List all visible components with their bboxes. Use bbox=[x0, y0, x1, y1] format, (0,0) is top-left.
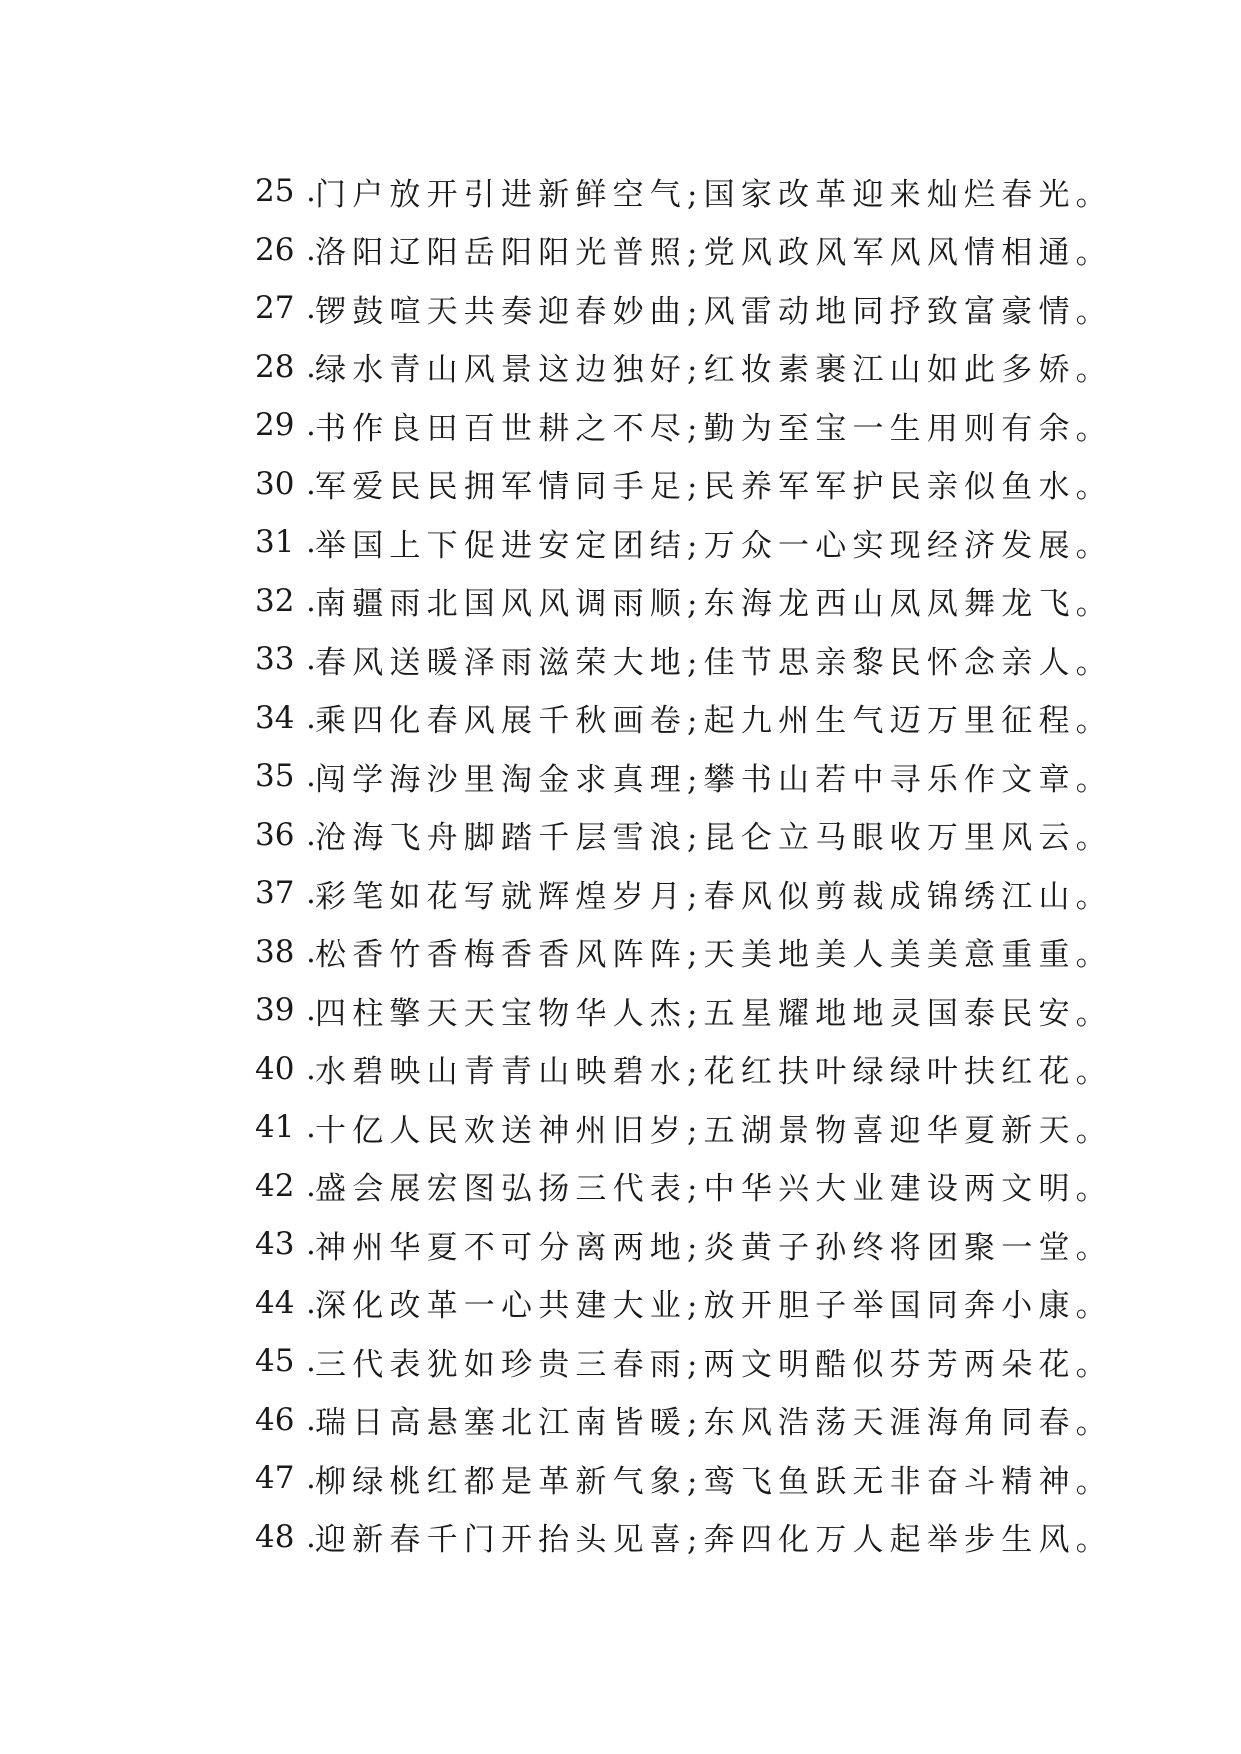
couplet-number: 39 bbox=[255, 992, 295, 1029]
couplet-item bbox=[255, 923, 1113, 982]
couplet-text: 瑞日高悬塞北江南皆暖;东风浩荡天涯海角同春。 bbox=[315, 1405, 1113, 1442]
couplet-text: 举国上下促进安定团结;万众一心实现经济发展。 bbox=[315, 527, 1113, 564]
couplet-item bbox=[255, 806, 1113, 865]
couplet-item bbox=[255, 1157, 1113, 1216]
couplet-number-dot: . bbox=[306, 465, 316, 502]
couplet-text: 书作良田百世耕之不尽;勤为至宝一生用则有余。 bbox=[315, 410, 1113, 447]
couplet-item bbox=[255, 513, 1113, 572]
couplet-number-dot: . bbox=[306, 816, 316, 853]
couplet-text: 四柱擎天天宝物华人杰;五星耀地地灵国泰民安。 bbox=[315, 995, 1113, 1032]
couplet-number: 35 bbox=[255, 758, 295, 795]
couplet-text: 迎新春千门开抬头见喜;奔四化万人起举步生风。 bbox=[315, 1522, 1113, 1559]
couplet-number: 25 bbox=[255, 173, 295, 210]
couplet-number-dot: . bbox=[306, 582, 316, 619]
couplet-number-dot: . bbox=[306, 407, 316, 444]
couplet-number: 41 bbox=[255, 1109, 295, 1146]
couplet-number: 42 bbox=[255, 1167, 295, 1204]
couplet-number-dot: . bbox=[306, 524, 316, 561]
couplet-item bbox=[255, 572, 1113, 631]
couplet-text: 南疆雨北国风风调雨顺;东海龙西山凤凤舞龙飞。 bbox=[315, 586, 1113, 623]
couplet-number-dot: . bbox=[306, 1226, 316, 1263]
couplet-item bbox=[255, 279, 1113, 338]
couplet-number-dot: . bbox=[306, 992, 316, 1029]
couplet-text: 锣鼓喧天共奏迎春妙曲;风雷动地同抒致富豪情。 bbox=[315, 293, 1113, 330]
couplet-number: 38 bbox=[255, 933, 295, 970]
couplet-item bbox=[255, 1332, 1113, 1391]
couplet-number: 46 bbox=[255, 1401, 295, 1438]
couplet-item bbox=[255, 630, 1113, 689]
couplet-number: 47 bbox=[255, 1460, 295, 1497]
couplet-item bbox=[255, 1508, 1113, 1567]
couplet-text: 盛会展宏图弘扬三代表;中华兴大业建设两文明。 bbox=[315, 1171, 1113, 1208]
couplet-number: 31 bbox=[255, 524, 295, 561]
couplet-item bbox=[255, 338, 1113, 397]
couplet-item bbox=[255, 1215, 1113, 1274]
couplet-text: 柳绿桃红都是革新气象;鸾飞鱼跃无非奋斗精神。 bbox=[315, 1463, 1113, 1500]
couplet-item bbox=[255, 1098, 1113, 1157]
couplet-item bbox=[255, 1274, 1113, 1333]
couplet-text: 闯学海沙里淘金求真理;攀书山若中寻乐作文章。 bbox=[315, 761, 1113, 798]
couplet-number: 44 bbox=[255, 1284, 295, 1321]
couplet-number-dot: . bbox=[306, 1343, 316, 1380]
couplet-number-dot: . bbox=[306, 933, 316, 970]
couplet-number-dot: . bbox=[306, 1050, 316, 1087]
couplet-text: 十亿人民欢送神州旧岁;五湖景物喜迎华夏新天。 bbox=[315, 1112, 1113, 1149]
couplet-number: 37 bbox=[255, 875, 295, 912]
couplet-number: 27 bbox=[255, 290, 295, 327]
couplet-text: 深化改革一心共建大业;放开胆子举国同奔小康。 bbox=[315, 1288, 1113, 1325]
couplet-number: 28 bbox=[255, 348, 295, 385]
couplet-item bbox=[255, 689, 1113, 748]
couplet-text: 沧海飞舟脚踏千层雪浪;昆仑立马眼收万里风云。 bbox=[315, 820, 1113, 857]
couplet-number: 43 bbox=[255, 1226, 295, 1263]
couplet-item bbox=[255, 1449, 1113, 1508]
couplet-number-dot: . bbox=[306, 173, 316, 210]
couplet-text: 彩笔如花写就辉煌岁月;春风似剪裁成锦绣江山。 bbox=[315, 878, 1113, 915]
couplet-number-dot: . bbox=[306, 348, 316, 385]
couplet-number: 45 bbox=[255, 1343, 295, 1380]
couplet-number: 48 bbox=[255, 1518, 295, 1555]
couplet-number-dot: . bbox=[306, 1167, 316, 1204]
couplet-item bbox=[255, 864, 1113, 923]
couplet-number: 26 bbox=[255, 231, 295, 268]
couplet-text: 水碧映山青青山映碧水;花红扶叶绿绿叶扶红花。 bbox=[315, 1054, 1113, 1091]
couplet-item bbox=[255, 747, 1113, 806]
couplet-number: 33 bbox=[255, 641, 295, 678]
couplet-item bbox=[255, 1040, 1113, 1099]
couplet-number: 36 bbox=[255, 816, 295, 853]
couplet-number-dot: . bbox=[306, 699, 316, 736]
couplet-item bbox=[255, 162, 1113, 221]
couplet-item bbox=[255, 221, 1113, 280]
couplet-number-dot: . bbox=[306, 875, 316, 912]
couplet-number-dot: . bbox=[306, 1284, 316, 1321]
couplet-list bbox=[255, 162, 1113, 1566]
couplet-number: 34 bbox=[255, 699, 295, 736]
couplet-number: 30 bbox=[255, 465, 295, 502]
couplet-text: 春风送暖泽雨滋荣大地;佳节思亲黎民怀念亲人。 bbox=[315, 644, 1113, 681]
couplet-item bbox=[255, 396, 1113, 455]
couplet-number-dot: . bbox=[306, 641, 316, 678]
couplet-text: 洛阳辽阳岳阳阳光普照;党风政风军风风情相通。 bbox=[315, 235, 1113, 272]
couplet-item bbox=[255, 981, 1113, 1040]
couplet-number: 32 bbox=[255, 582, 295, 619]
couplet-number-dot: . bbox=[306, 231, 316, 268]
couplet-number-dot: . bbox=[306, 1401, 316, 1438]
couplet-text: 军爱民民拥军情同手足;民养军军护民亲似鱼水。 bbox=[315, 469, 1113, 506]
couplet-text: 松香竹香梅香香风阵阵;天美地美人美美意重重。 bbox=[315, 937, 1113, 974]
couplet-number-dot: . bbox=[306, 758, 316, 795]
couplet-text: 神州华夏不可分离两地;炎黄子孙终将团聚一堂。 bbox=[315, 1229, 1113, 1266]
couplet-text: 门户放开引进新鲜空气;国家改革迎来灿烂春光。 bbox=[315, 176, 1113, 213]
couplet-item bbox=[255, 455, 1113, 514]
couplet-item bbox=[255, 1391, 1113, 1450]
couplet-text: 三代表犹如珍贵三春雨;两文明酷似芬芳两朵花。 bbox=[315, 1346, 1113, 1383]
couplet-number-dot: . bbox=[306, 1518, 316, 1555]
couplet-text: 绿水青山风景这边独好;红妆素裹江山如此多娇。 bbox=[315, 352, 1113, 389]
couplet-number-dot: . bbox=[306, 1109, 316, 1146]
couplet-number-dot: . bbox=[306, 290, 316, 327]
couplet-number: 29 bbox=[255, 407, 295, 444]
couplet-text: 乘四化春风展千秋画卷;起九州生气迈万里征程。 bbox=[315, 703, 1113, 740]
couplet-number: 40 bbox=[255, 1050, 295, 1087]
couplet-number-dot: . bbox=[306, 1460, 316, 1497]
